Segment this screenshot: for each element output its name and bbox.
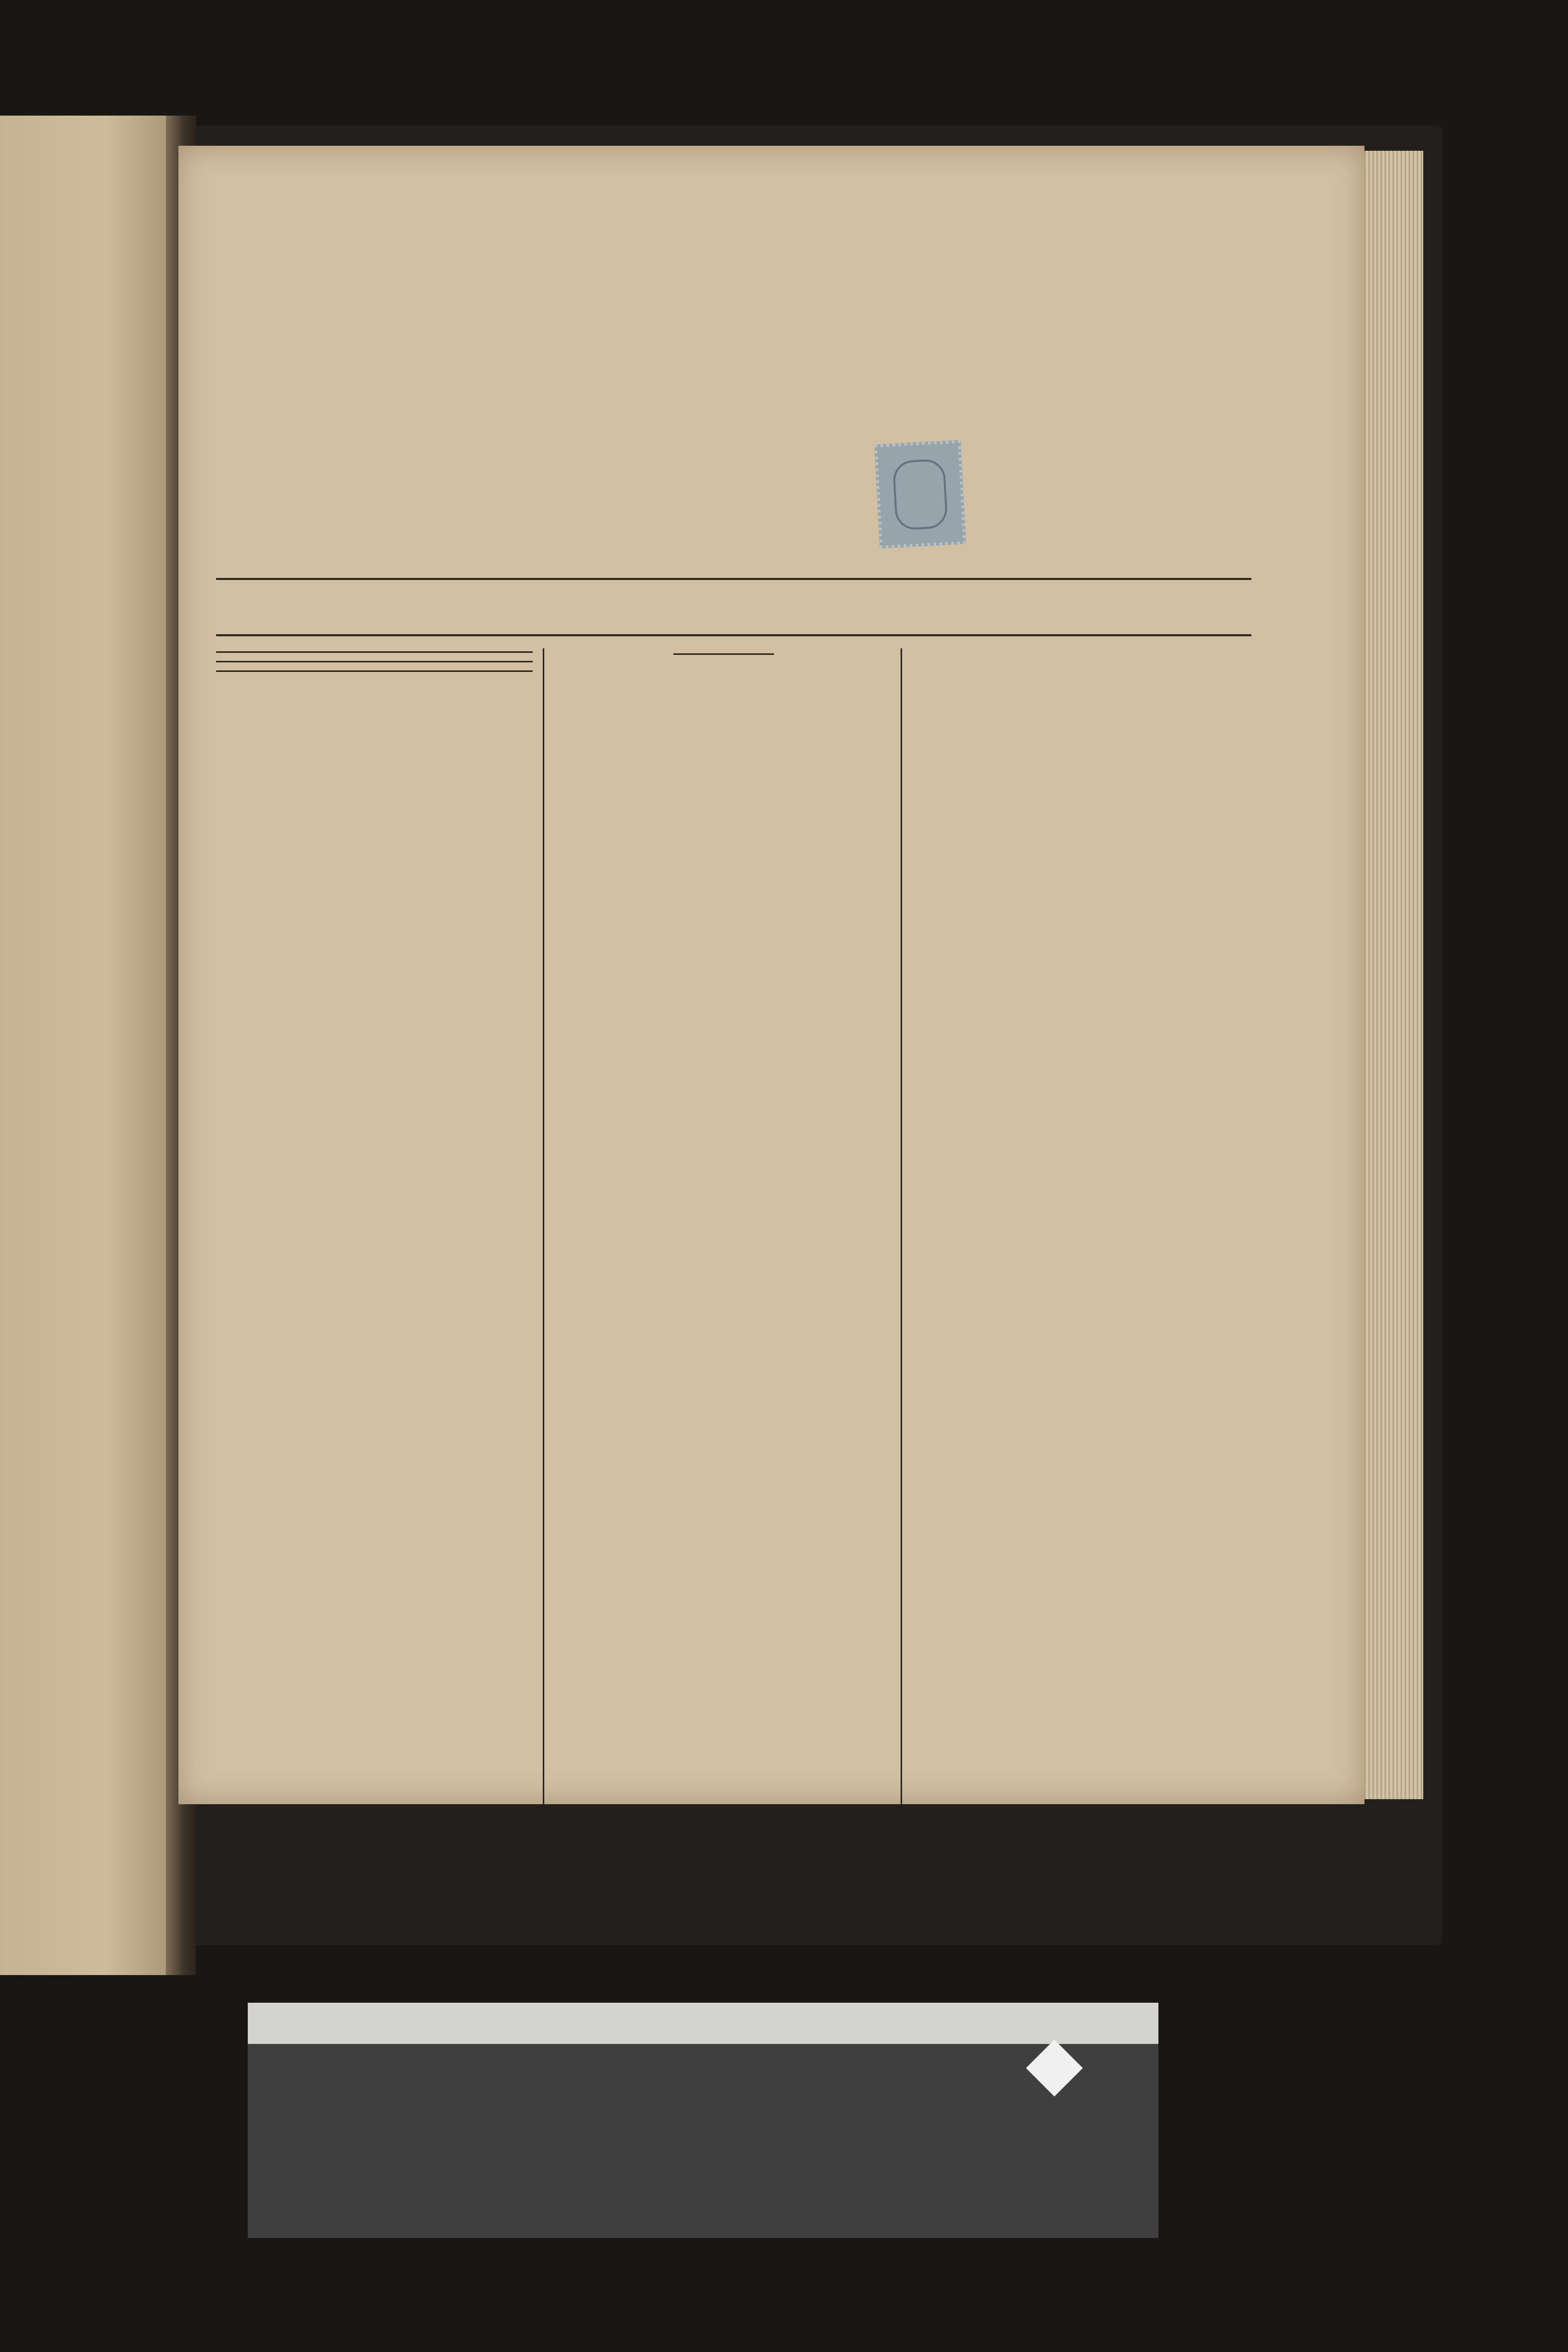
left-page-rates	[0, 1734, 171, 1739]
left-page-text	[0, 327, 171, 344]
divider	[673, 653, 774, 655]
divider	[216, 651, 533, 653]
top-rule	[216, 578, 1251, 580]
swatch-row-dark	[248, 2185, 1158, 2251]
left-page	[0, 116, 173, 1975]
swatch-row-light	[248, 2117, 1158, 2184]
masthead-title	[281, 211, 1196, 422]
divider	[216, 670, 533, 672]
postage-stamp	[874, 440, 966, 549]
page-edges	[1363, 151, 1423, 1799]
column-1	[216, 643, 533, 680]
column-rule-2	[901, 648, 902, 1804]
bottom-rule	[216, 634, 1251, 636]
column-2	[553, 643, 895, 665]
divider	[216, 661, 533, 662]
issue-bar	[216, 588, 1251, 628]
column-rule-1	[543, 648, 544, 1804]
colour-chart	[248, 2003, 1158, 2238]
ruler	[248, 2003, 1158, 2044]
danes-picta-logo	[1026, 2039, 1083, 2096]
